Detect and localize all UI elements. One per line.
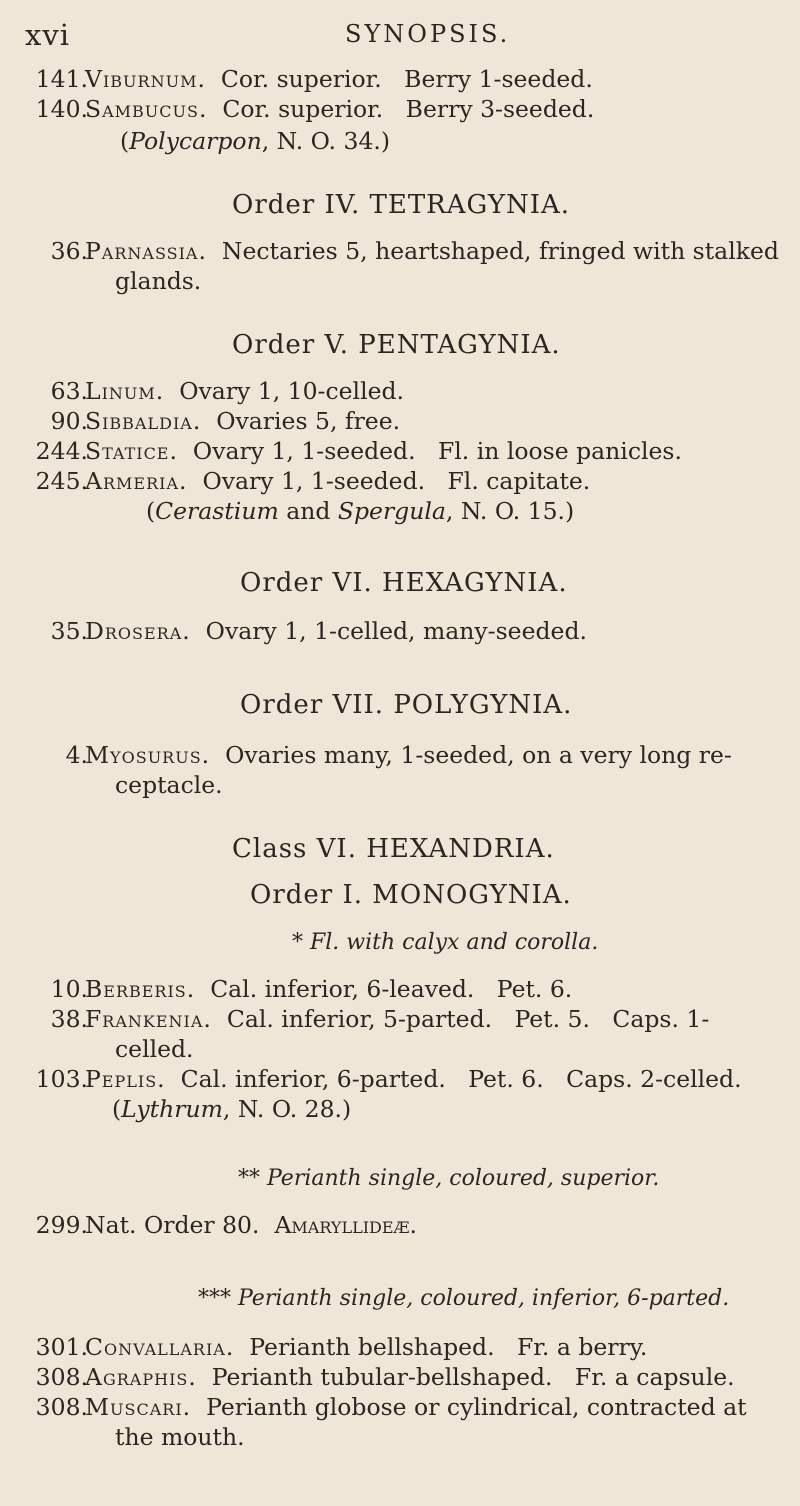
subhead-perianth-inferior: *** Perianth single, coloured, inferior, 6-parted. xyxy=(198,1286,730,1311)
entry-description: Ovary 1, 1-seeded. Fl. in loose panicles. xyxy=(192,437,682,465)
subhead-perianth-superior: ** Perianth single, coloured, superior. xyxy=(238,1166,660,1191)
entry-number: 308. xyxy=(35,1393,88,1421)
note-genus: Cerastium xyxy=(155,497,279,525)
genus-name: Sambucus. xyxy=(85,95,208,123)
entry-number: 4. xyxy=(65,741,88,769)
genus-name: Convallaria. xyxy=(85,1333,235,1361)
genus-name: Frankenia. xyxy=(85,1005,212,1033)
entry-number: 38. xyxy=(50,1005,88,1033)
entry-description: Perianth tubular-bellshaped. Fr. a capsule. xyxy=(211,1363,735,1391)
genus-name: Sibbaldia. xyxy=(85,407,202,435)
entry-continuation: the mouth. xyxy=(115,1423,245,1451)
genus-name: Drosera. xyxy=(85,617,191,645)
entry-description: Ovary 1, 1-celled, many-seeded. xyxy=(205,617,587,645)
genus-name: Berberis. xyxy=(85,975,196,1003)
genus-name: Linum. xyxy=(85,377,165,405)
entry-description: Ovaries many, 1-seeded, on a very long re- xyxy=(225,741,732,769)
entry-description: Amaryllideæ. xyxy=(274,1211,418,1239)
genus-name: Muscari. xyxy=(85,1393,192,1421)
note-paren: ( xyxy=(146,497,156,525)
note-genus: Spergula xyxy=(337,497,446,525)
entry-number: 245. xyxy=(35,467,88,495)
entry-continuation: glands. xyxy=(115,267,202,295)
entry-description: Perianth bellshaped. Fr. a berry. xyxy=(249,1333,648,1361)
entry-description: Ovary 1, 10-celled. xyxy=(179,377,405,405)
entry-description: Cor. superior. Berry 3-seeded. xyxy=(222,95,595,123)
note-paren: ( xyxy=(120,127,130,155)
genus-name: Peplis. xyxy=(85,1065,166,1093)
entry-number: 244. xyxy=(35,437,88,465)
heading-order-i: Order I. MONOGYNIA. xyxy=(250,880,572,910)
entry-number: 35. xyxy=(50,617,88,645)
genus-name: Viburnum. xyxy=(85,65,206,93)
entry-number: 141. xyxy=(35,65,88,93)
heading-order-v: Order V. PENTAGYNIA. xyxy=(232,330,561,360)
note-conjunction: and xyxy=(278,497,338,525)
note-genus: Polycarpon xyxy=(129,127,262,155)
entry-continuation: ceptacle. xyxy=(115,771,223,799)
entry-description: Ovaries 5, free. xyxy=(216,407,401,435)
heading-order-vii: Order VII. POLYGYNIA. xyxy=(240,690,573,720)
genus-name: Myosurus. xyxy=(85,741,211,769)
order-reference: Nat. Order 80. xyxy=(85,1211,260,1239)
entry-number: 90. xyxy=(50,407,88,435)
running-head xyxy=(0,18,800,52)
entry-description: Cal. inferior, 5-parted. Pet. 5. Caps. 1- xyxy=(226,1005,710,1033)
entry-number: 299. xyxy=(35,1211,88,1239)
genus-name: Statice. xyxy=(85,437,178,465)
note-lythrum xyxy=(112,1094,351,1124)
note-paren: ( xyxy=(112,1095,122,1123)
entry-number: 63. xyxy=(50,377,88,405)
entry-description: Perianth globose or cylindrical, contracted at xyxy=(206,1393,747,1421)
note-ref: , N. O. 34.) xyxy=(261,127,391,155)
heading-class-vi: Class VI. HEXANDRIA. xyxy=(232,834,555,864)
entry-continuation: celled. xyxy=(115,1035,194,1063)
note-genus: Lythrum xyxy=(121,1095,223,1123)
genus-name: Agraphis. xyxy=(85,1363,197,1391)
note-ref: , N. O. 15.) xyxy=(445,497,575,525)
subhead-calyx-corolla: * Fl. with calyx and corolla. xyxy=(292,930,599,955)
genus-name: Armeria. xyxy=(85,467,188,495)
entry-description: Cor. superior. Berry 1-seeded. xyxy=(220,65,593,93)
note-polycarpon xyxy=(120,126,390,156)
heading-order-iv: Order IV. TETRAGYNIA. xyxy=(232,190,571,220)
page-number: xvi xyxy=(25,18,71,52)
note-ref: , N. O. 28.) xyxy=(222,1095,352,1123)
entry-number: 140. xyxy=(35,95,88,123)
genus-name: Parnassia. xyxy=(85,237,207,265)
note-cerastium xyxy=(146,496,574,526)
entry-number: 36. xyxy=(50,237,88,265)
page-title: SYNOPSIS. xyxy=(345,20,511,48)
entry-number: 308. xyxy=(35,1363,88,1391)
entry-description: Ovary 1, 1-seeded. Fl. capitate. xyxy=(202,467,591,495)
entry-description: Nectaries 5, heartshaped, fringed with stalked xyxy=(221,237,779,265)
entry-description: Cal. inferior, 6-leaved. Pet. 6. xyxy=(210,975,573,1003)
heading-order-vi: Order VI. HEXAGYNIA. xyxy=(240,568,568,598)
entry-number: 10. xyxy=(50,975,88,1003)
entry-number: 103. xyxy=(35,1065,88,1093)
entry-number: 301. xyxy=(35,1333,88,1361)
entry-description: Cal. inferior, 6-parted. Pet. 6. Caps. 2-celled. xyxy=(180,1065,742,1093)
